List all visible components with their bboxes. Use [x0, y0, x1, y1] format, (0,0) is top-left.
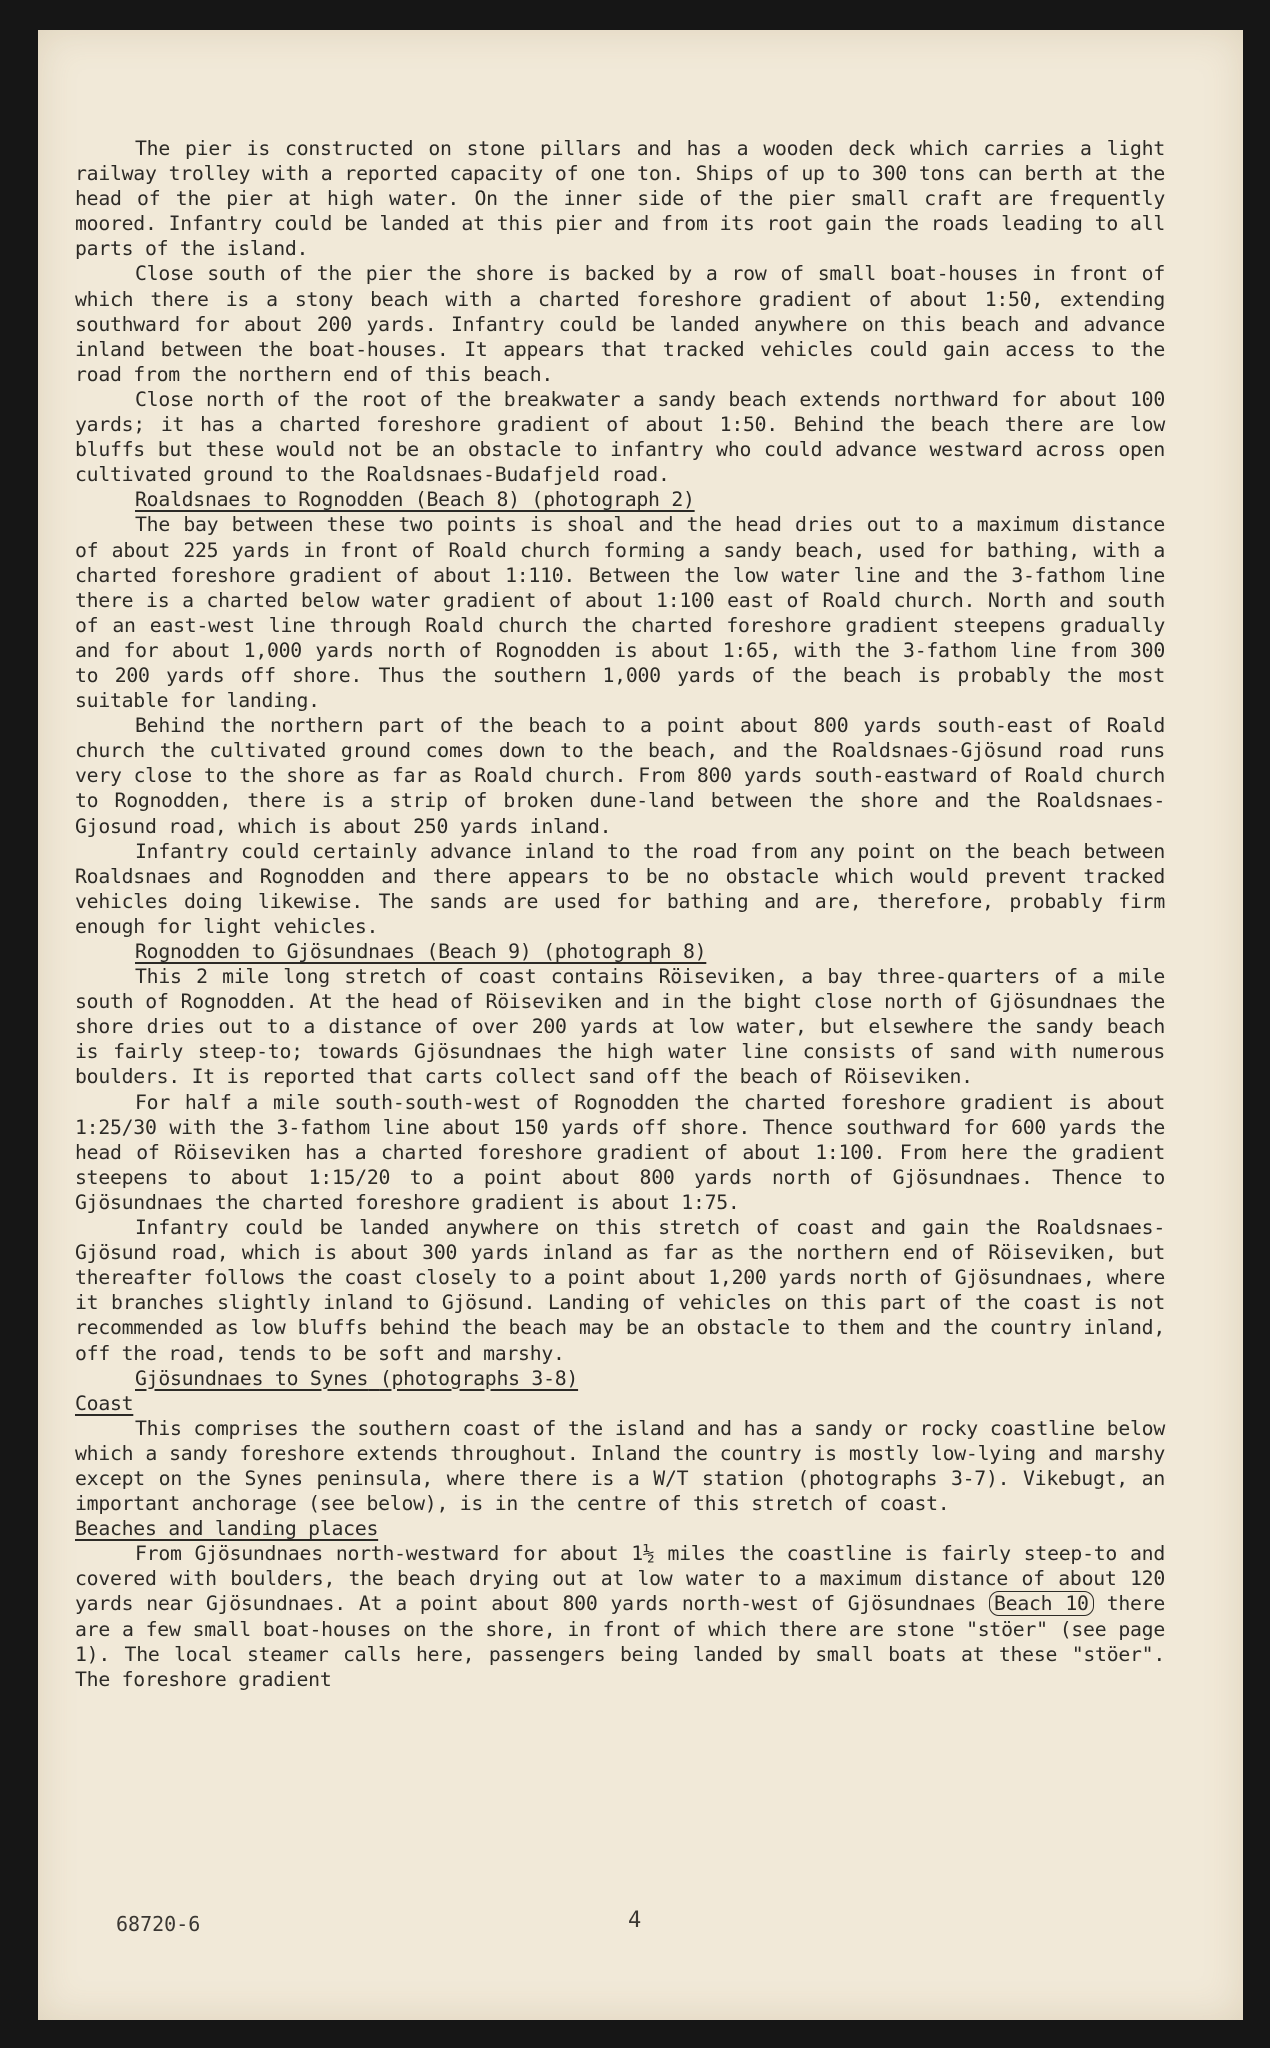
paragraph-beach9-coast: This 2 mile long stretch of coast contains Röiseviken, a bay three-quarters of a mile south of Rognodden. At the head of Röiseviken and in the bight close north of Gjösundnaes the shore dries out to a distance of over 200 yards at low water, but elsewhere the sandy beach is fairly steep-to; towards Gjösundnaes the high water line consists of sand with numerous boulders. It is reported that carts collect sand off the beach of Röiseviken. — [75, 965, 1165, 1089]
document-body — [75, 136, 1165, 1692]
paragraph-beach9-infantry: Infantry could be landed anywhere on this stretch of coast and gain the Roaldsnaes-Gjösund road, which is about 300 yards inland as far as the northern end of Röiseviken, but thereafter follows the coast closely to a point about 1,200 yards north of Gjösundnaes, where it branches slightly inland to Gjösund. Landing of vehicles on this part of the coast is not recommended as low bluffs behind the beach may be an obstacle to them and the country inland, off the road, tends to be soft and marshy. — [75, 1216, 1165, 1365]
paragraph-boat-houses: Close south of the pier the shore is backed by a row of small boat-houses in front of which there is a stony beach with a charted foreshore gradient of about 1:50, extending southward for about 200 yards. Infantry could be landed anywhere on this beach and advance inland between the boat-houses. It appears that tracked vehicles could gain access to the road from the northern end of this beach. — [75, 262, 1165, 386]
paragraph-landing — [75, 1541, 1165, 1692]
heading-beach-9: Rognodden to Gjösundnaes (Beach 9) (photograph 8) — [135, 940, 707, 963]
paragraph-beach8-behind: Behind the northern part of the beach to a point about 800 yards south-east of Roald church the cultivated ground comes down to the beach, and the Roaldsnaes-Gjösund road runs very close to the shore as far as Roald church. From 800 yards south-eastward of Roald church to Rognodden, there is a strip of broken dune-land between the shore and the Roaldsnaes-Gjosund road, which is about 250 yards inland. — [75, 714, 1165, 838]
paragraph-beach8-infantry: Infantry could certainly advance inland to the road from any point on the beach between Roaldsnaes and Rognodden and there appears to be no obstacle which would prevent tracked vehicles doing likewise. The sands are used for bathing and are, therefore, probably firm enough for light vehicles. — [75, 839, 1165, 938]
paragraph-landing-part-1: From Gjösundnaes north-westward for about 1½ miles the coastline is fairly steep-to and covered with boulders, the beach drying out at low water to a maximum distance of about 120 yards near Gjösundnaes. At a point about 800 yards north-west of Gjösundnaes — [75, 1542, 1165, 1616]
heading-beaches-landing: Beaches and landing places — [75, 1517, 379, 1541]
heading-synes — [75, 1366, 1165, 1391]
document-code: 68720-6 — [116, 1912, 201, 1936]
document-page — [38, 30, 1243, 2020]
paragraph-beach9-gradient: For half a mile south-south-west of Rognodden the charted foreshore gradient is about 1:25/30 with the 3-fathom line about 150 yards off shore. Thence southward for 600 yards the head of Röiseviken has a charted foreshore gradient of about 1:100. From here the gradient steepens to about 1:15/20 to a point about 800 yards north of Gjösundnaes. Thence to Gjösundnaes the charted foreshore gradient is about 1:75. — [75, 1090, 1165, 1214]
page-number: 4 — [628, 1908, 642, 1933]
heading-coast: Coast — [75, 1391, 134, 1415]
paragraph-beach8-bay: The bay between these two points is shoal and the head dries out to a maximum distance of about 225 yards in front of Roald church forming a sandy beach, used for bathing, with a charted foreshore gradient of about 1:110. Between the low water line and the 3-fathom line there is a charted below water gradient of about 1:100 east of Roald church. North and south of an east-west line through Roald church the charted foreshore gradient steepens gradually and for about 1,000 yards north of Rognodden is about 1:65, with the 3-fathom line from 300 to 200 yards off shore. Thus the southern 1,000 yards of the beach is probably the most suitable for landing. — [75, 513, 1165, 713]
heading-beach-8: Roaldsnaes to Rognodden (Beach 8) (photograph 2) — [135, 488, 695, 512]
beach-10-label: Beach 10 — [989, 1591, 1094, 1616]
heading-synes-photographs: (photographs 3-8) — [379, 1366, 579, 1390]
heading-synes-title: Gjösundnaes to Synes — [135, 1366, 369, 1390]
paragraph-landing-part-2: there are a few small boat-houses on the shore, in front of which there are stone "stöer" (see page 1). The local steamer calls here, passengers being landed by small boats at these "stöer". The foreshore gradient — [75, 1592, 1165, 1691]
paragraph-breakwater: Close north of the root of the breakwater a sandy beach extends northward for about 100 yards; it has a charted foreshore gradient of about 1:50. Behind the beach there are low bluffs but these would not be an obstacle to infantry who could advance westward across open cultivated ground to the Roaldsnaes-Budafjeld road. — [75, 387, 1165, 487]
paragraph-coast: This comprises the southern coast of the island and has a sandy or rocky coastline below which a sandy foreshore extends throughout. Inland the country is mostly low-lying and marshy except on the Synes peninsula, where there is a W/T station (photographs 3-7). Vikebugt, an important anchorage (see below), is in the centre of this stretch of coast. — [75, 1416, 1165, 1516]
paragraph-pier: The pier is constructed on stone pillars and has a wooden deck which carries a light railway trolley with a reported capacity of one ton. Ships of up to 300 tons can berth at the head of the pier at high water. On the inner side of the pier small craft are frequently moored. Infantry could be landed at this pier and from its root gain the roads leading to all parts of the island. — [75, 137, 1165, 261]
